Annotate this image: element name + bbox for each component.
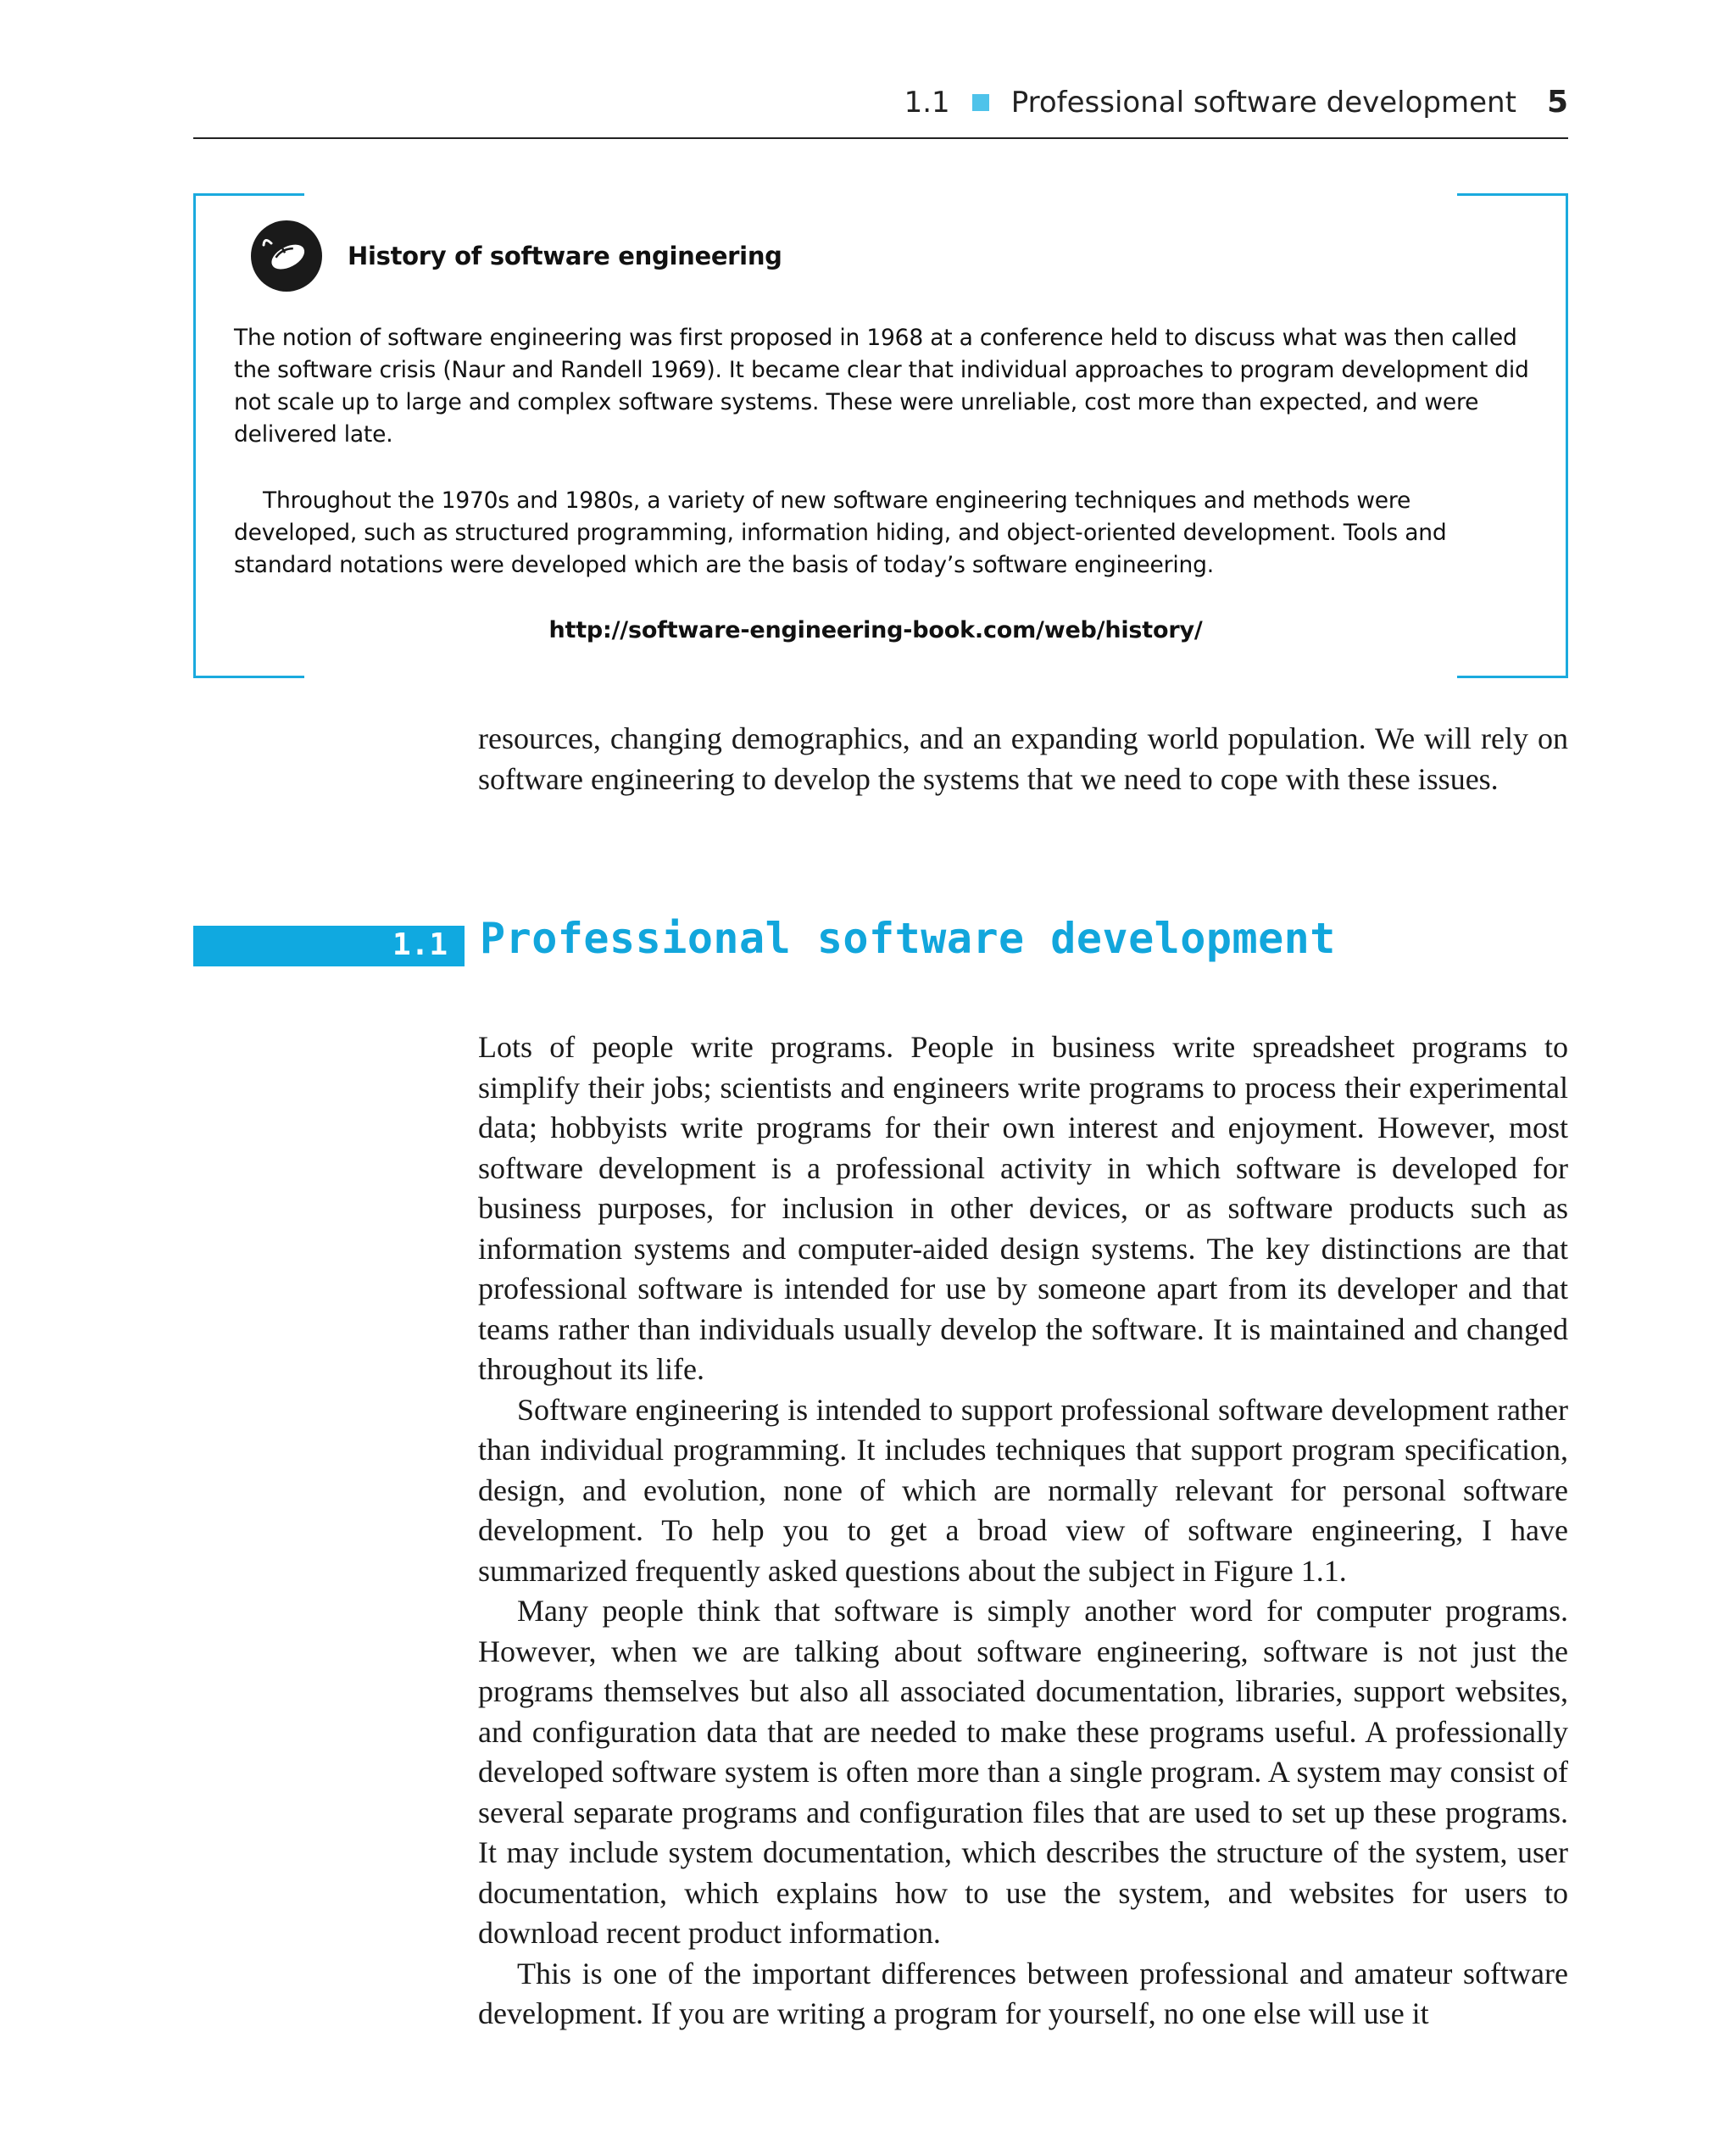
sidebar-content: [234, 219, 1534, 643]
sidebar-title: History of software engineering: [348, 242, 782, 270]
section-number-bar: [193, 926, 465, 966]
mouse-icon-glyph: [261, 235, 312, 277]
mouse-icon: [251, 220, 322, 292]
body-paragraph-3: Many people think that software is simply another word for computer programs. However, when we are talking about software engineering, software is not just the programs themselves but also all associated documentation, libraries, support websites, and configuration data that are needed to make these programs useful. A professionally developed software system is often more than a single program. A system may consist of several separate programs and configuration files that are used to set up these programs. It may include system documentation, which describes the structure of the system, user documentation, which explains how to use the system, and websites for users to download recent product information.: [478, 1594, 1568, 1950]
body-paragraph-2: Software engineering is intended to support professional software development rather than individual programming. It includes techniques that support program specification, design, and evolution, none of which are normally relevant for personal software development. To help you to get a broad view of software engineering, I have summarized frequently asked questions about the subject in Figure 1.1.: [478, 1392, 1568, 1588]
running-header: [193, 85, 1568, 139]
running-header-text: [904, 85, 1568, 120]
section-number: 1.1: [392, 927, 448, 962]
history-sidebar-box: [193, 193, 1568, 673]
sidebar-paragraph-2: Throughout the 1970s and 1980s, a variety of new software engineering techniques and methods were developed, such as structured programming, information hiding, and object-oriented development. Tools and standard notations were developed which are the basis of today’s software engineering.: [234, 487, 1447, 578]
page-number: 5: [1546, 85, 1568, 120]
section-heading: Professional software development: [480, 914, 1336, 963]
header-section-number: 1.1: [904, 85, 950, 120]
continuation-text: [478, 719, 1568, 799]
body-paragraph-1: Lots of people write programs. People in business write spreadsheet programs to simplify their jobs; scientists and engineers write programs to process their experimental data; hobbyists write programs for their own interest and enjoyment. However, most software development is a professional activity in which software is developed for business purposes, for inclusion in other devices, or as software products such as information systems and computer-aided design systems. The key distinctions are that professional software is intended for use by someone apart from its developer and that teams rather than individuals usually develop the software. It is maintained and changed throughout its life.: [478, 1030, 1568, 1386]
body-paragraph-4: This is one of the important differences between professional and amateur software development. If you are writing a program for yourself, no one else will use it: [478, 1956, 1568, 2030]
continuation-paragraph: resources, changing demographics, and an expanding world population. We will rely on software engineering to develop the systems that we need to cope with these issues.: [478, 721, 1568, 796]
header-square-bullet: [972, 94, 989, 111]
sidebar-header: [234, 219, 1534, 293]
sidebar-paragraph-1: The notion of software engineering was first proposed in 1968 at a conference held to discuss what was then called the software crisis (Naur and Randell 1969). It became clear that individual approaches to program development did not scale up to large and complex software systems. These were unreliable, cost more than expected, and were delivered late.: [234, 325, 1529, 448]
history-url-link[interactable]: http://software-engineering-book.com/web/history/: [548, 617, 1203, 643]
header-section-title: Professional software development: [1010, 85, 1516, 120]
section-body: [478, 1027, 1568, 2035]
